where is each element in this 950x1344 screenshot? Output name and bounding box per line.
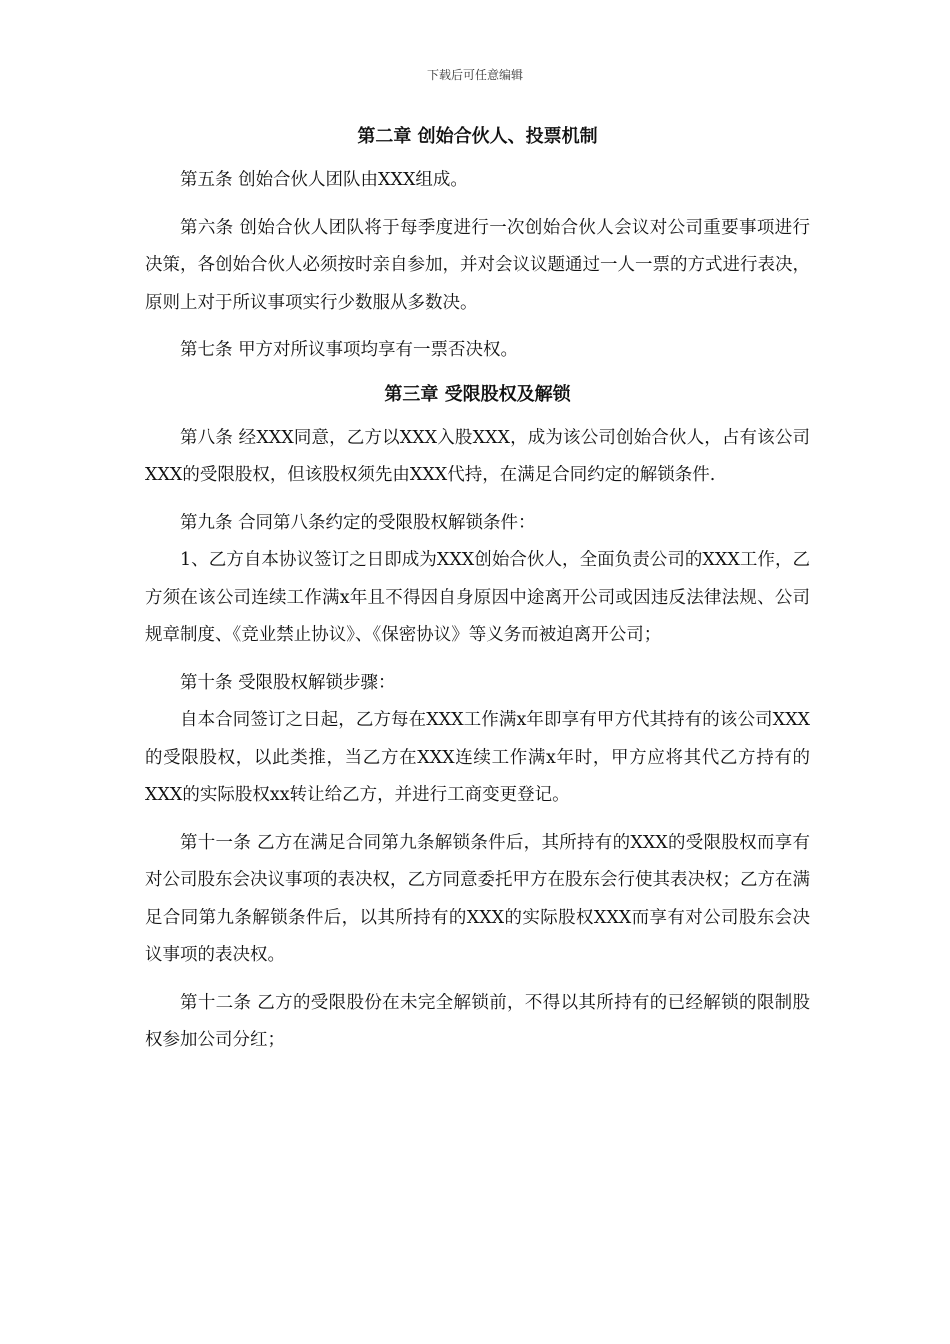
article-7: 第七条 甲方对所议事项均享有一票否决权。 xyxy=(180,340,519,360)
chapter-2-title: 第二章 创始合伙人、投票机制 xyxy=(357,126,598,147)
article-11: 第十一条 乙方在满足合同第九条解锁条件后，其所持有的XXX的受限股权而享有对公司股东会决议事项的表决权，乙方同意委托甲方在股东会行使其表决权；乙方在满足合同第九条解锁条件后，以其所持有的XXX的实际股权XXX而享有对公司股东会决议事项的表决权。 xyxy=(145,832,810,965)
header-note: 下载后可任意编辑 xyxy=(426,68,523,82)
article-5: 第五条 创始合伙人团队由XXX组成。 xyxy=(180,170,468,190)
article-9: 第九条 合同第八条约定的受限股权解锁条件： xyxy=(180,512,536,533)
article-12: 第十二条 乙方的受限股份在未完全解锁前，不得以其所持有的已经解锁的限制股权参加公司分红； xyxy=(145,992,810,1050)
article-10: 第十条 受限股权解锁步骤： xyxy=(180,672,396,693)
article-6: 第六条 创始合伙人团队将于每季度进行一次创始合伙人会议对公司重要事项进行决策，各创始合伙人必须按时亲自参加，并对会议议题通过一人一票的方式进行表决，原则上对于所议事项实行少数服从多数决。 xyxy=(145,217,810,313)
article-10-body: 自本合同签订之日起，乙方每在XXX工作满x年即享有甲方代其持有的该公司XXX的受限股权，以此类推，当乙方在XXX连续工作满x年时，甲方应将其代乙方持有的XXX的实际股权xx转让给乙方，并进行工商变更登记。 xyxy=(145,710,810,805)
chapter-3-title: 第三章 受限股权及解锁 xyxy=(384,383,571,405)
article-8: 第八条 经XXX同意，乙方以XXX入股XXX，成为该公司创始合伙人，占有该公司XXX的受限股权，但该股权须先由XXX代持，在满足合同约定的解锁条件. xyxy=(145,427,810,485)
article-9-item-1: 1、乙方自本协议签订之日即成为XXX创始合伙人，全面负责公司的XXX工作，乙方须在该公司连续工作满x年且不得因自身原因中途离开公司或因违反法律法规、公司规章制度、《竞业禁止协议》、《保密协议》等义务而被迫离开公司； xyxy=(145,550,810,645)
document-body xyxy=(145,120,810,1060)
